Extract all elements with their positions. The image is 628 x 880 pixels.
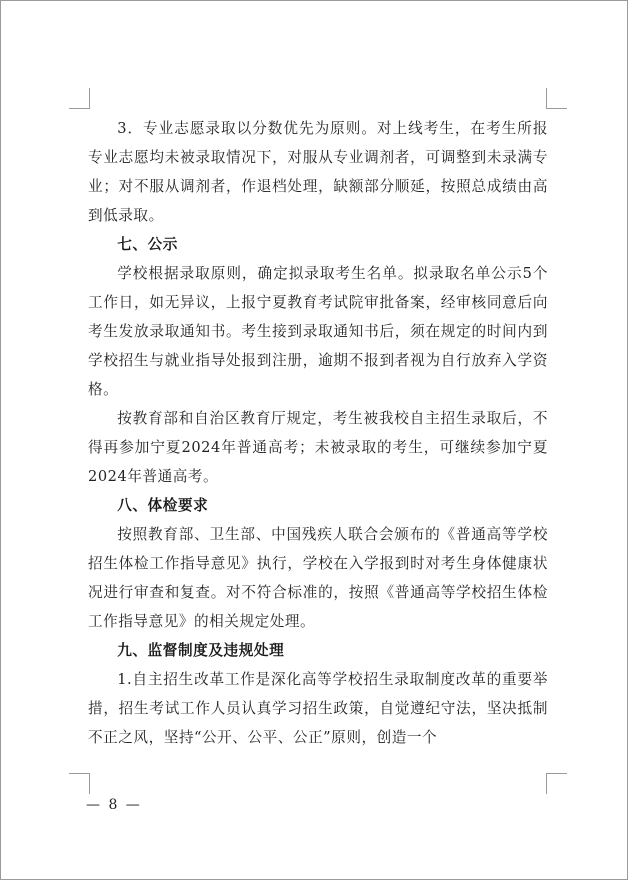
document-body — [88, 114, 548, 752]
heading-physical-exam: 八、体检要求 — [117, 497, 209, 514]
heading-supervision: 九、监督制度及违规处理 — [117, 642, 285, 659]
crop-mark-bottom-left — [69, 773, 90, 794]
paragraph-publicity: 学校根据录取原则，确定拟录取考生名单。拟录取名单公示5个工作日，如无异议，上报宁夏教育考试院审批备案，经审核同意后向考生发放录取通知书。考生接到录取通知书后，须在规定的时间内到学校招生与就业指导处报到注册，逾期不报到者视为自行放弃入学资格。 — [88, 265, 548, 398]
page-number: — 8 — — [86, 797, 142, 813]
paragraph-physical-exam: 按照教育部、卫生部、中国残疾人联合会颁布的《普通高等学校招生体检工作指导意见》执行，学校在入学报到时对考生身体健康状况进行审查和复查。对不符合标准的，按照《普通高等学校招生体检工作指导意见》的相关规定处理。 — [88, 526, 548, 630]
heading-publicity: 七、公示 — [117, 236, 178, 253]
crop-mark-bottom-right — [546, 773, 567, 794]
paragraph-gaokao-rule: 按教育部和自治区教育厅规定，考生被我校自主招生录取后，不得再参加宁夏2024年普通高考；未被录取的考生，可继续参加宁夏2024年普通高考。 — [88, 410, 548, 485]
crop-mark-top-left — [69, 88, 90, 109]
paragraph-supervision-1: 1.自主招生改革工作是深化高等学校招生录取制度改革的重要举措，招生考试工作人员认真学习招生政策，自觉遵纪守法，坚决抵制不正之风，坚持“公开、公平、公正”原则，创造一个 — [88, 671, 548, 746]
paragraph-admission-rule-3: 3．专业志愿录取以分数优先为原则。对上线考生，在考生所报专业志愿均未被录取情况下，对服从专业调剂者，可调整到未录满专业；对不服从调剂者，作退档处理，缺额部分顺延，按照总成绩由高到低录取。 — [88, 120, 548, 224]
crop-mark-top-right — [546, 88, 567, 109]
